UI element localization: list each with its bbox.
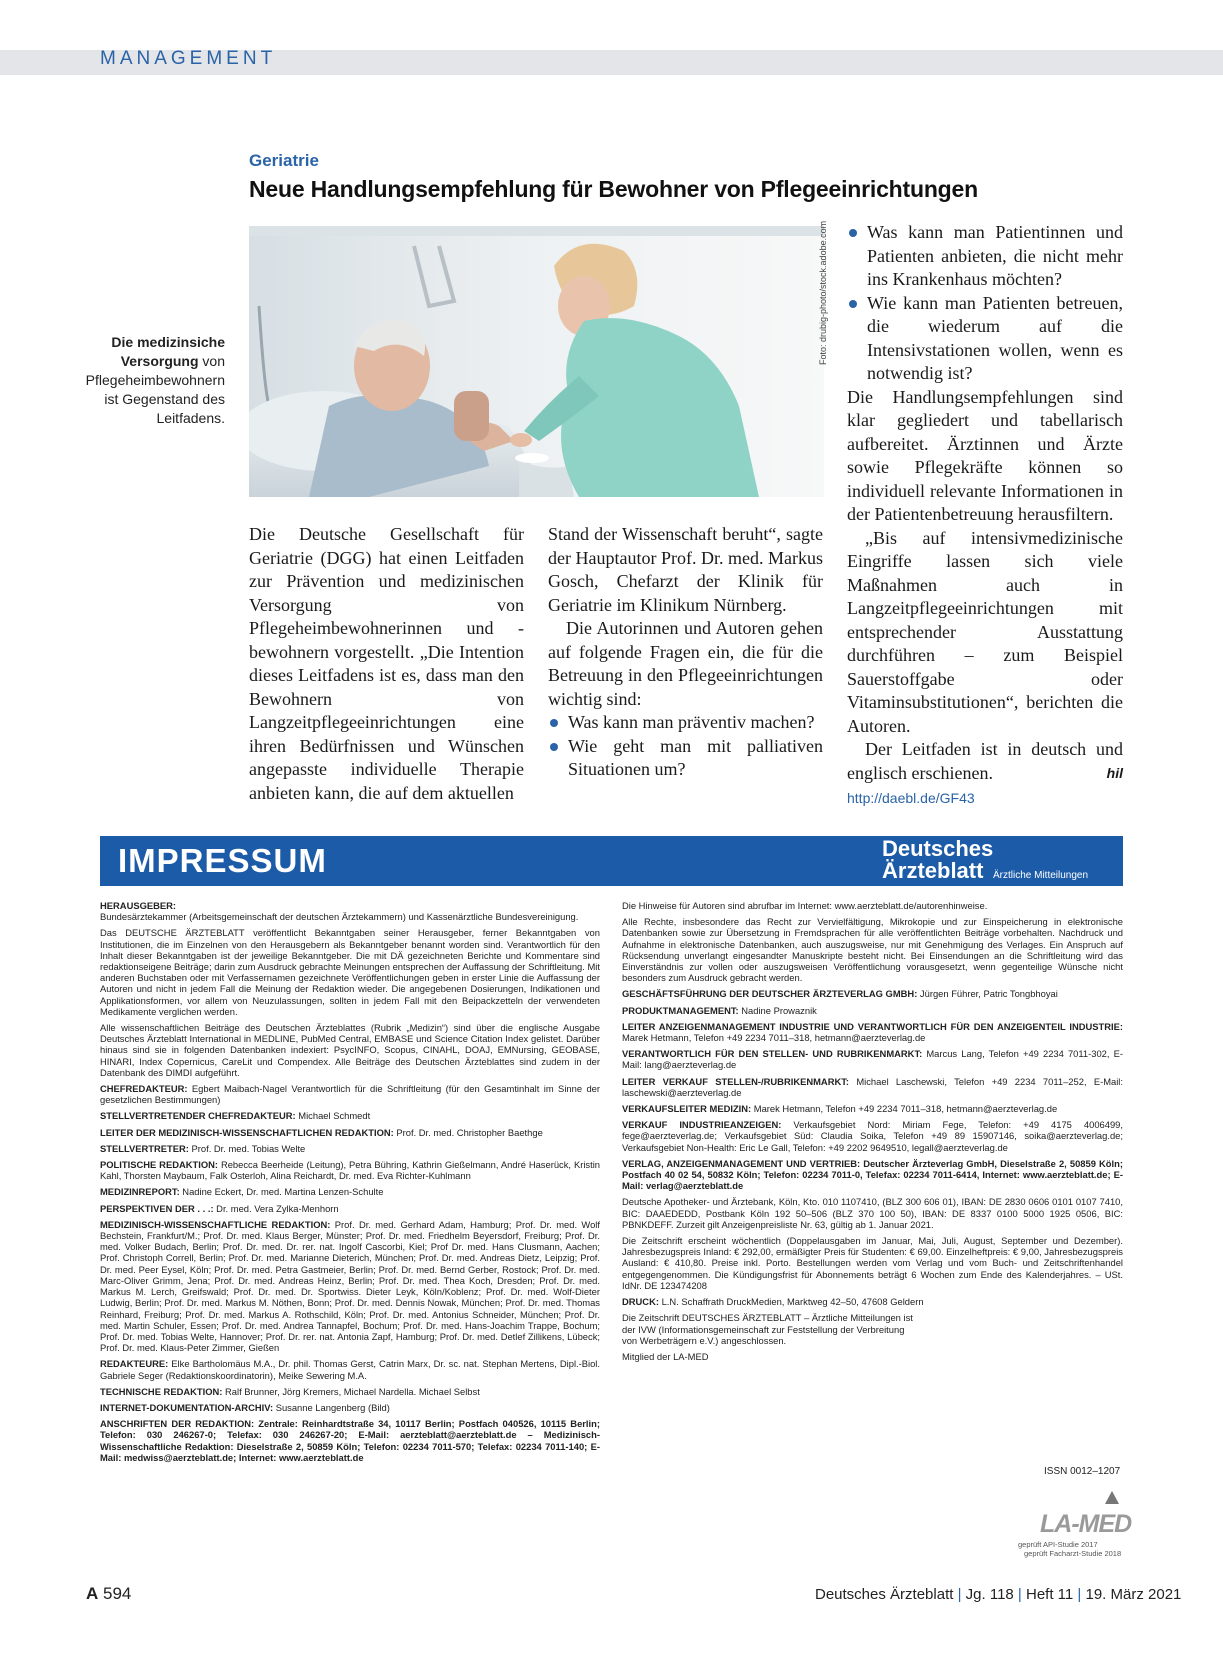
la-med-logo: LA-MED bbox=[1040, 1510, 1132, 1538]
article-paragraph: Die Deutsche Gesellschaft für Geriatrie (DGG) hat einen Leitfaden zur Prävention und medizinischen Versorgung von Pflegeheimbewohnerinnen und -bewohnern vorgestellt. „Die Intention dieses Leitfadens ist es, dass man den Bewohnern von Langzeitpflegeeinrichtungen eine ihren Bedürfnissen und Wünschen angepasste individuelle Therapie anbieten kann, die auf dem aktuellen bbox=[249, 524, 524, 803]
impressum-column-right bbox=[622, 900, 1123, 1367]
journal-footer: Deutsches Ärzteblatt | Jg. 118 | Heft 11 | 19. März 2021 bbox=[815, 1586, 1182, 1603]
article-kicker: Geriatrie bbox=[249, 151, 319, 170]
question-list bbox=[847, 221, 1123, 386]
article-link[interactable]: http://daebl.de/GF43 bbox=[847, 790, 975, 806]
impressum-title: IMPRESSUM bbox=[118, 842, 327, 879]
bullet-item: Wie kann man Patienten betreuen, die wiederum auf die Intensivstationen wollen, wenn es notwendig ist? bbox=[847, 292, 1123, 386]
impressum-entry: Die Zeitschrift DEUTSCHES ÄRZTEBLATT – Ärztliche Mitteilungen ist der IVW (Informationsgemeinschaft zur Feststellung der Verbreitung von Werbeträgern e.V.) angeschlossen. bbox=[622, 1312, 913, 1346]
impressum-entry: LEITER VERKAUF STELLEN-/RUBRIKENMARKT: Michael Laschewski, Telefon +49 2234 7011–252, E-Mail: laschewski@aerzteverlag.de bbox=[622, 1075, 1123, 1098]
article-column-2 bbox=[548, 523, 823, 782]
impressum-entry: Die Hinweise für Autoren sind abrufbar im Internet: www.aerzteblatt.de/autorenhinweise. bbox=[622, 900, 988, 911]
impressum-entry: STELLVERTRETER: Prof. Dr. med. Tobias Welte bbox=[100, 1142, 306, 1154]
impressum-entry: TECHNISCHE REDAKTION: Ralf Brunner, Jörg Kremers, Michael Nardella. Michael Selbst bbox=[100, 1385, 480, 1397]
impressum-entry: VERLAG, ANZEIGENMANAGEMENT UND VERTRIEB: Deutscher Ärzteverlag GmbH, Dieselstraße 2, 50859 Köln; Postfach 40 02 54, 50832 Köln; Telefon: 02234 7011-0, Telefax: 02234 7011-6414, Internet: www.aerzteblatt.de; E-Mail: verlag@aerzteblatt.de bbox=[622, 1157, 1123, 1192]
article-paragraph: „Bis auf intensivmedizinische Eingriffe lassen sich viele Maßnahmen auch in Langzeitpflegeeinrichtungen mit entsprechender Ausstattung durchführen – zum Beispiel Sauerstoffgabe oder Vitaminsubstitutionen“, berichten die Autoren. bbox=[847, 527, 1123, 736]
impressum-entry: INTERNET-DOKUMENTATION-ARCHIV: Susanne Langenberg (Bild) bbox=[100, 1401, 390, 1413]
author-signature: hil bbox=[1106, 764, 1123, 781]
article-paragraph: Die Autorinnen und Autoren gehen auf folgende Fragen ein, die für die Betreuung in den Pflegeeinrichtungen wichtig sind: bbox=[548, 618, 823, 709]
photo-caption bbox=[80, 333, 225, 428]
impressum-entry: ANSCHRIFTEN DER REDAKTION: Zentrale: Reinhardtstraße 34, 10117 Berlin; Postfach 040526, 10115 Berlin; Telefon: 030 246267-0; Telefax: 030 246267-20; E-Mail: aerzteblatt@aerzteblatt.de – Medizinisch-Wissenschaftliche Redaktion: Dieselstraße 2, 50859 Köln; Telefon: 02234 7011-570; Telefax: 02234 7011-140; E-Mail: medwiss@aerzteblatt.de; Internet: www.aerzteblatt.de bbox=[100, 1418, 600, 1463]
warning-icon bbox=[1105, 1491, 1119, 1504]
section-label: MANAGEMENT bbox=[100, 48, 277, 69]
article-column-1 bbox=[249, 523, 524, 805]
impressum-entry: GESCHÄFTSFÜHRUNG DER DEUTSCHER ÄRZTEVERLAG GMBH: Jürgen Führer, Patric Tongbhoyai bbox=[622, 988, 1058, 1000]
impressum-entry: PRODUKTMANAGEMENT: Nadine Prowaznik bbox=[622, 1004, 817, 1016]
closing-text: Der Leitfaden ist in deutsch und englisch erschienen. bbox=[847, 739, 1123, 783]
issn: ISSN 0012–1207 bbox=[1044, 1466, 1121, 1477]
caption-text: von Pflegeheimbewohnern ist Gegenstand des Leitfadens. bbox=[85, 353, 225, 426]
impressum-entry: Das DEUTSCHE ÄRZTEBLATT veröffentlicht Bekanntgaben seiner Herausgeber, ferner Bekanntgaben von Institutionen, die im Einzelnen von den Herausgebern als Bekanntgeber benannt worden sind. Verantwortlich für den Inhalt dieser Bekanntgaben ist der jeweilige Bekanntgeber. Die mit DÄ gezeichneten Berichte und Kommentare sind redaktionseigene Beiträge; darin zum Ausdruck gebrachte Meinungen entsprechen der Auffassung der Schriftleitung. Mit anderen Buchstaben oder mit Verfassernamen gezeichnete Veröffentlichungen geben in erster Linie die Auffassung der Autoren und nicht in jedem Fall die Meinung der Redaktion wieder. Die angegebenen Dosierungen, Indikationen und Applikationsformen, vor allem von Neuzulassungen, sollten in jedem Fall mit den Beipackzetteln der verwendeten Medikamente verglichen werden. bbox=[100, 927, 600, 1017]
article-photo bbox=[249, 226, 824, 497]
impressum-entry: LEITER DER MEDIZINISCH-WISSENSCHAFTLICHEN REDAKTION: Prof. Dr. med. Christopher Baethge bbox=[100, 1126, 543, 1138]
impressum-entry: REDAKTEURE: Elke Bartholomäus M.A., Dr. phil. Thomas Gerst, Catrin Marx, Dr. sc. nat. Stephan Mertens, Dipl.-Biol. Gabriele Seger (Redaktionskoordinatorin), Meike Sewering M.A. bbox=[100, 1358, 600, 1381]
impressum-entry: POLITISCHE REDAKTION: Rebecca Beerheide (Leitung), Petra Bühring, Kathrin Gießelmann, André Haserück, Kristin Kahl, Thorsten Maybaum, Falk Osterloh, Alina Reichardt, Dr. med. Eva Richter-Kuhlmann bbox=[100, 1159, 600, 1182]
impressum-entry: VERANTWORTLICH FÜR DEN STELLEN- UND RUBRIKENMARKT: Marcus Lang, Telefon +49 2234 7011-302, E-Mail: lang@aerzteverlag.de bbox=[622, 1048, 1123, 1071]
impressum-entry: VERKAUFSLEITER MEDIZIN: Marek Hetmann, Telefon +49 2234 7011–318, hetmann@aerzteverlag.de bbox=[622, 1103, 1058, 1115]
impressum-entry: Die Zeitschrift erscheint wöchentlich (Doppelausgaben im Januar, Mai, Juli, August, September und Dezember). Jahresbezugspreis Inland: € 292,00, ermäßigter Preis für Studenten: € 69,00. Einzelheftpreis: € 9,00, Jahresbezugspreis Ausland: € 410,80. Preise inkl. Porto. Bestellungen werden vom Verlag und vom Buch- und Zeitschriftenhandel entgegengenommen. Die Kündigungsfrist für Abonnements beträgt 6 Wochen zum Ende des Kalenderjahres. – USt. IdNr. DE 123474208 bbox=[622, 1235, 1123, 1291]
question-list bbox=[548, 711, 823, 782]
impressum-entry: MEDIZINREPORT: Nadine Eckert, Dr. med. Martina Lenzen-Schulte bbox=[100, 1186, 384, 1198]
bullet-item: Was kann man präventiv machen? bbox=[548, 711, 823, 735]
article-column-3 bbox=[847, 221, 1123, 811]
impressum-entry: LEITER ANZEIGENMANAGEMENT INDUSTRIE UND VERANTWORTLICH FÜR DEN ANZEIGENTEIL INDUSTRIE: Marek Hetmann, Telefon +49 2234 7011–318, hetmann@aerzteverlag.de bbox=[622, 1020, 1123, 1044]
impressum-entry: CHEFREDAKTEUR: Egbert Maibach-Nagel Verantwortlich für die Schriftleitung (für den Gesamtinhalt im Sinne der gesetzlichen Bestimmungen) bbox=[100, 1083, 600, 1106]
la-med-note: geprüft API-Studie 2017 bbox=[1018, 1540, 1098, 1549]
impressum-entry: MEDIZINISCH-WISSENSCHAFTLICHE REDAKTION: Prof. Dr. med. Gerhard Adam, Hamburg; Prof. Dr. med. Wolf Bechstein, Frankfurt/M.; Prof. Dr. med. Klaus Berger, Münster; Prof. Dr. med. Friedhelm Beyersdorf, Freiburg; Prof. Dr. med. Volker Budach, Berlin; Prof. Dr. med. Dr. rer. nat. Ingolf Cascorbi, Kiel; Prof Dr. med. Hans Clusmann, Aachen; Prof. Christoph Correll, Berlin; Prof. Dr. med. Marianne Dieterich, München; Prof. Dr. med. Andreas Dietz, Leipzig; Prof. Dr. med. Peer Eysel, Köln; Prof. Dr. med. Petra Gastmeier, Berlin; Prof. Dr. med. Bernd Gerber, Rostock; Prof. Dr. med. Marc-Oliver Grimm, Jena; Prof. Dr. med. Andreas Heinz, Berlin; Prof. Dr. med. Thea Koch, Dresden; Prof. Dr. med. Markus M. Lerch, Greifswald; Prof. Dr. med. Dr. Sportwiss. Dieter Leyk, Köln/Koblenz; Prof. Dr. med. Wolf-Dieter Ludwig, Berlin; Prof. Dr. med. Markus M. Nöthen, Bonn; Prof. Dr. med. Dennis Nowak, München; Prof. Dr. med. Thomas Reinhard, Freiburg; Prof. Dr. med. Markus A. Rothschild, Köln; Prof. Dr. med. Antonius Schneider, München; Prof. Dr. med. Martin Schuler, Essen; Prof. Dr. med. Andrea Tannapfel, Bochum; Prof. Dr. med. Hans-Joachim Trappe, Bochum; Prof. Dr. med. Tobias Welte, Hannover; Prof. Dr. rer. nat. Antonia Zapf, Hamburg; Prof. Dr. med. Detlef Zillikens, Lübeck; Prof. Dr. med. Klaus-Peter Zimmer, Gießen bbox=[100, 1218, 600, 1354]
page-number: A 594 bbox=[86, 1584, 132, 1603]
impressum-entry: VERKAUF INDUSTRIEANZEIGEN: Verkaufsgebiet Nord: Miriam Fege, Telefon: +49 4175 4006499, fege@aerzteverlag.de; Verkaufsgebiet Süd: Claudia Soika, Telefon +49 89 15907146, soika@aerzteverlag.de; Verkaufsgebiet Non-Health: Eric Le Gall, Telefon: +49 2202 9649510, legall@aerzteverlag.de bbox=[622, 1119, 1123, 1153]
bullet-item: Was kann man Patientinnen und Patienten anbieten, die nicht mehr ins Krankenhaus möchten? bbox=[847, 221, 1123, 292]
photo-credit: Foto: drubig-photo/stock.adobe.com bbox=[818, 220, 828, 365]
impressum-entry: PERSPEKTIVEN DER . . .: Dr. med. Vera Zylka-Menhorn bbox=[100, 1202, 339, 1214]
impressum-column-left bbox=[100, 900, 600, 1468]
logo-subtitle: Ärztliche Mitteilungen bbox=[993, 870, 1089, 881]
impressum-entry: Deutsche Apotheker- und Ärztebank, Köln, Kto. 010 1107410, (BLZ 300 606 01), IBAN: DE 2830 0606 0101 0107 7410, BIC: DAAEDEDD, Postbank Köln 192 50–506 (BLZ 370 100 50), IBAN: DE 8337 0100 5000 1925 0506, BIC: PBNKDEFF. Zurzeit gilt Anzeigenpreisliste Nr. 63, gültig ab 1. Januar 2021. bbox=[622, 1196, 1123, 1230]
article-paragraph bbox=[847, 738, 1123, 785]
logo-line-1: Deutsches bbox=[882, 836, 994, 861]
impressum-entry: Alle wissenschaftlichen Beiträge des Deutschen Ärzteblattes (Rubrik „Medizin“) sind über die englische Ausgabe Deutsches Ärzteblatt International in MEDLINE, PubMed Central, EMBASE und Science Citation Index gelistet. Darüber hinaus sind sie in folgenden Datenbanken indexiert: PsycINFO, Scopus, CINAHL, DOAJ, EMNursing, GEOBASE, HINARI, Index Copernicus, CareLit und Compendex. Alle Beiträge des Deutschen Ärzteblattes sind zudem in der Datenbank des DIMDI aufgeführt. bbox=[100, 1022, 600, 1078]
impressum-entry: DRUCK: L.N. Schaffrath DruckMedien, Marktweg 42–50, 47608 Geldern bbox=[622, 1296, 924, 1308]
impressum-entry: Mitglied der LA-MED bbox=[622, 1350, 709, 1362]
impressum-entry: HERAUSGEBER: Bundesärztekammer (Arbeitsgemeinschaft der deutschen Ärztekammern) und Kassenärztliche Bundesvereinigung. bbox=[100, 900, 579, 923]
impressum-entry: STELLVERTRETENDER CHEFREDAKTEUR: Michael Schmedt bbox=[100, 1110, 371, 1122]
bullet-item: Wie geht man mit palliativen Situationen um? bbox=[548, 735, 823, 782]
article-paragraph: Stand der Wissenschaft beruht“, sagte der Hauptautor Prof. Dr. med. Markus Gosch, Chefarzt der Klinik für Geriatrie im Klinikum Nürnberg. bbox=[548, 524, 823, 615]
impressum-entry: Alle Rechte, insbesondere das Recht zur Vervielfältigung, Mikrokopie und zur Einspeicherung in elektronische Datenbanken sowie zur Übersetzung in Fremdsprachen für alle veröffentlichten Beiträge vorbehalten. Nachdruck und Aufnahme in elektronische Datenbanken, auch auszugsweise, nur mit Genehmigung des Verlages. Ein Anspruch auf Rücksendung unverlangt eingesandter Manuskripte besteht nicht. Bei Einsendungen an die Schriftleitung wird das Einverständnis zur vollen oder auszugsweisen Veröffentlichung vorausgesetzt, wenn gegenteilige Wünsche nicht besonders zum Ausdruck gebracht werden. bbox=[622, 916, 1123, 984]
caption-bold: Die medizinsiche Versorgung bbox=[111, 334, 225, 369]
article-title: Neue Handlungsempfehlung für Bewohner von Pflegeeinrichtungen bbox=[249, 176, 978, 202]
article-paragraph: Die Handlungsempfehlungen sind klar gegliedert und tabellarisch aufbereitet. Ärztinnen und Ärzte sowie Pflegekräfte können so individuell relevante Informationen in der Patientenbetreuung herausfiltern. bbox=[847, 386, 1123, 524]
la-med-note: geprüft Facharzt-Studie 2018 bbox=[1024, 1549, 1122, 1558]
logo-line-2: Ärzteblatt bbox=[882, 858, 984, 883]
